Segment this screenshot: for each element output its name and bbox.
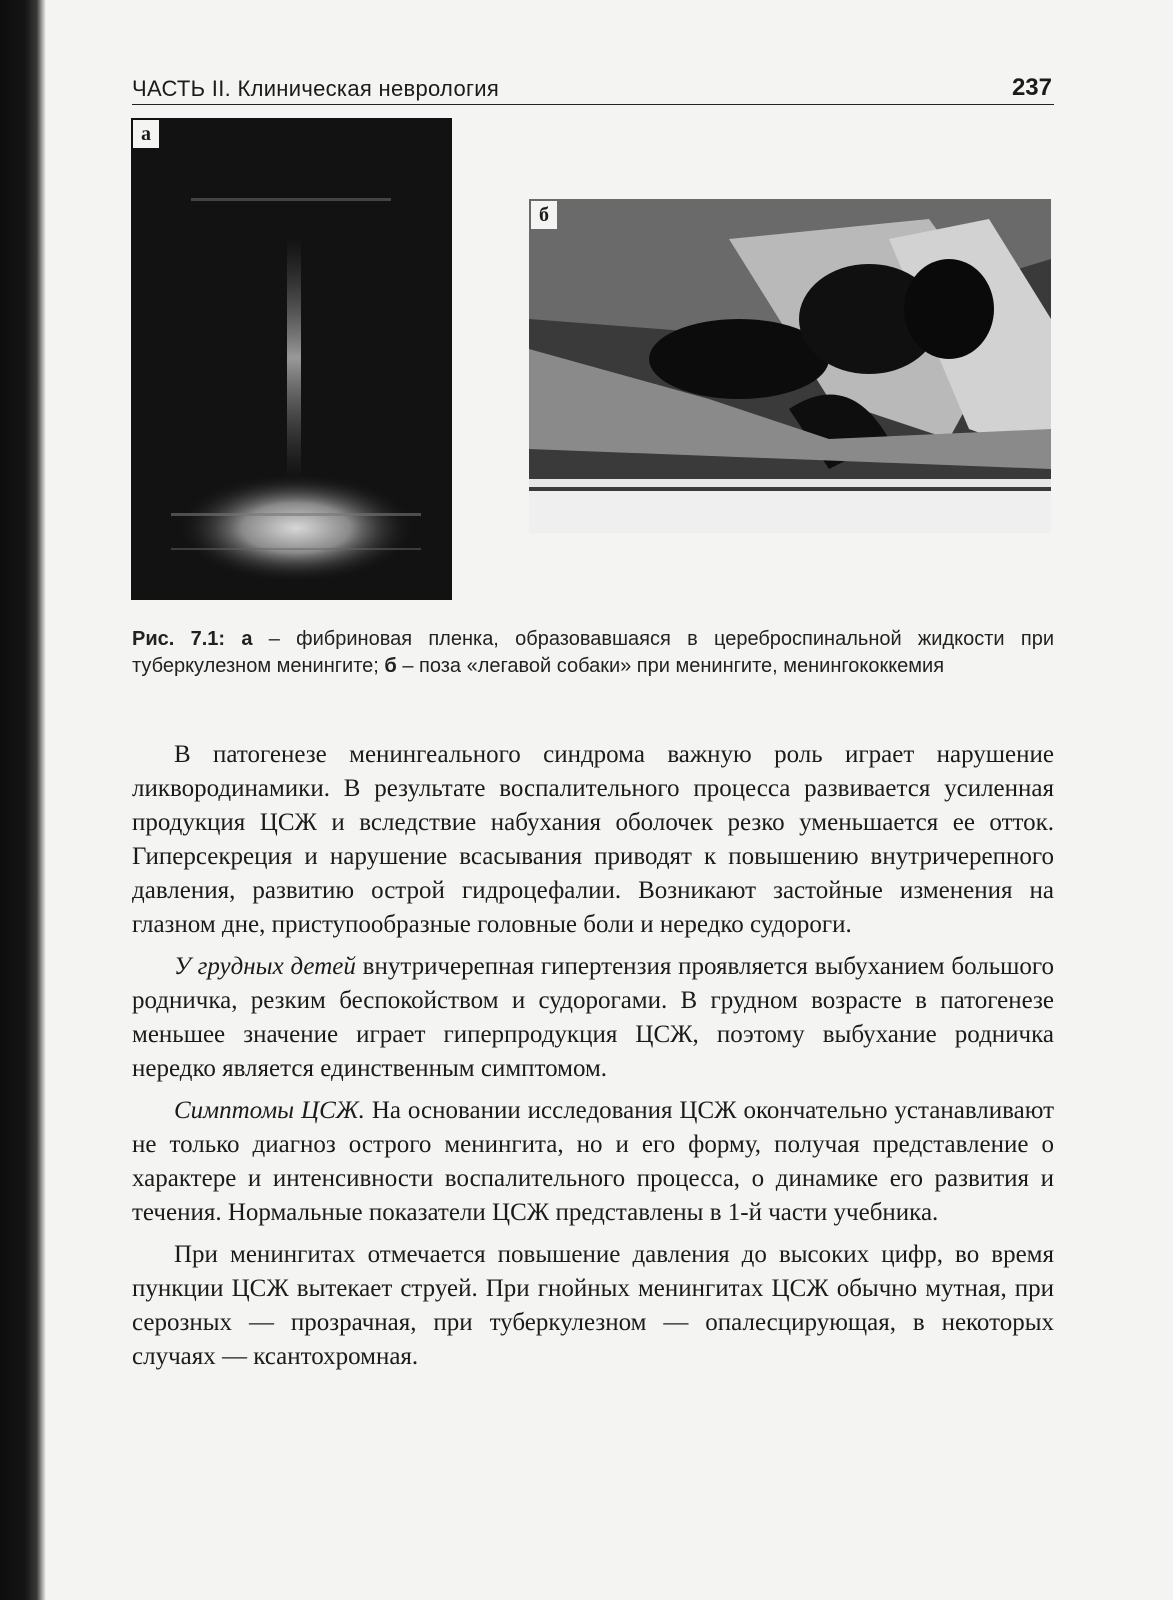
paragraph-3 (132, 1094, 1054, 1230)
paragraph-2-emphasis: У грудных детей (174, 953, 356, 980)
running-header (132, 74, 1054, 105)
figure-label-a: а (133, 120, 159, 148)
figure-caption (132, 626, 1054, 680)
pointing-dog-pose-photo (529, 199, 1051, 533)
paragraph-2 (132, 950, 1054, 1086)
section-title: ЧАСТЬ II. Клиническая неврология (132, 76, 500, 101)
paragraph-3-emphasis: Симптомы ЦСЖ. (174, 1097, 365, 1124)
caption-label-b: б (384, 655, 397, 677)
body-text (132, 738, 1054, 1382)
figure-label-b: б (531, 201, 557, 229)
book-spine-shadow (0, 0, 46, 1600)
caption-text-b: – поза «легавой собаки» при менингите, менингококкемия (396, 655, 945, 677)
caption-text-a: – фибриновая пленка, образовавшаяся в цереброспинальной жидкости при туберкулезном менингите; (132, 628, 1054, 677)
figure-photo-b (529, 199, 1051, 533)
fibrin-film-photo (131, 118, 452, 600)
paragraph-1: В патогенезе менингеального синдрома важную роль играет нарушение ликвородинамики. В результате воспалительного процесса развивается усиленная продукция ЦСЖ и вследствие набухания оболочек резко уменьшается ее отток. Гиперсекреция и нарушение всасывания приводят к повышению внутричерепного давления, развитию острой гидроцефалии. Возникают застойные изменения на глазном дне, приступообразные головные боли и нередко судороги. (132, 741, 1054, 938)
caption-prefix: Рис. 7.1: (132, 628, 226, 650)
paragraph-4: При менингитах отмечается повышение давления до высоких цифр, во время пункции ЦСЖ вытекает струей. При гнойных менингитах ЦСЖ обычно мутная, при серозных — прозрачная, при туберкулезном — опалесцирующая, в некоторых случаях — ксантохромная. (132, 1241, 1054, 1370)
paragraph-2-text: внутричерепная гипертензия проявляется выбуханием большого родничка, резким беспокойством и судорогами. В грудном возрасте в патогенезе меньшее значение играет гиперпродукция ЦСЖ, поэтому выбухание родничка нередко является единственным симптомом. (132, 953, 1054, 1082)
caption-label-a: а (241, 628, 253, 650)
figure-photo-a (131, 118, 452, 600)
page-number: 237 (1011, 74, 1052, 101)
paragraph-3-text: На основании исследования ЦСЖ окончательно устанавливают не только диагноз острого менингита, но и его форму, получая представление о характере и интенсивности воспалительного процесса, о динамике его развития и течения. Нормальные показатели ЦСЖ представлены в 1-й части учебника. (132, 1097, 1054, 1226)
